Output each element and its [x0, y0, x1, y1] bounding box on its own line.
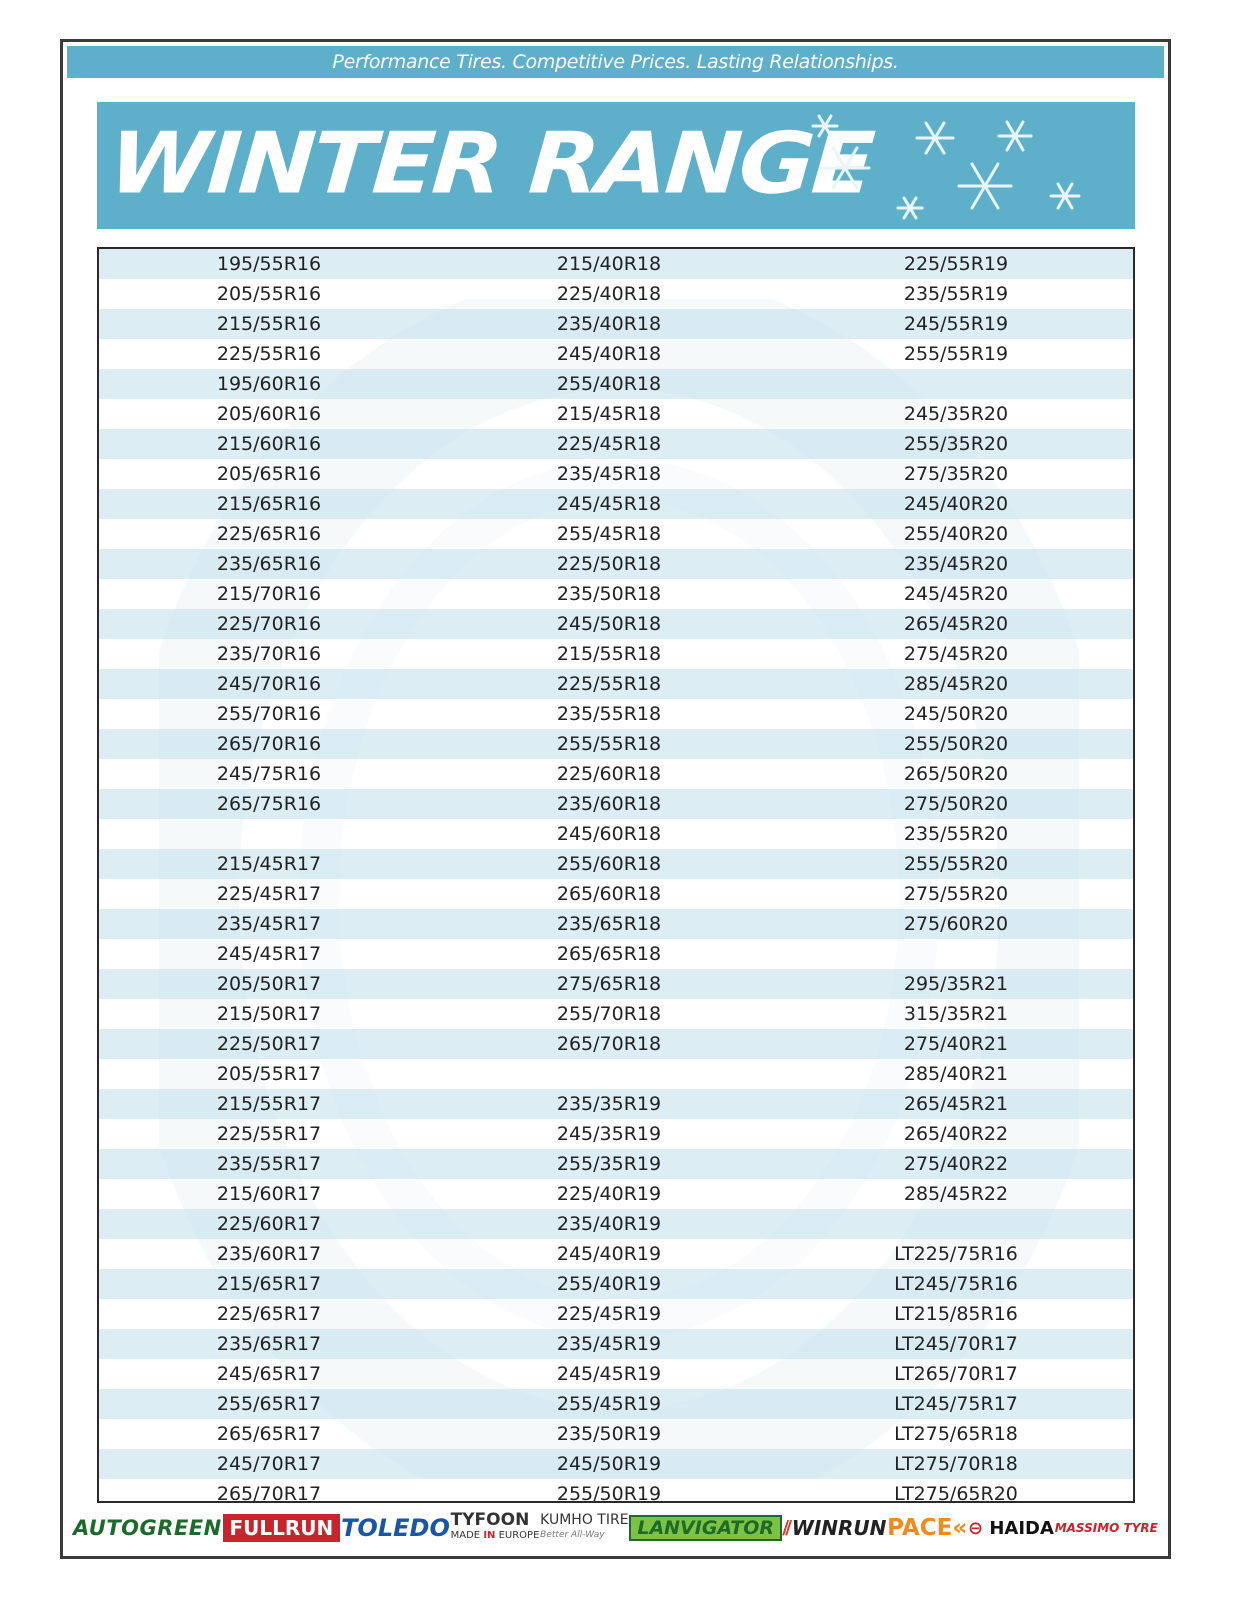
tire-size-cell: 245/35R20 [903, 403, 1009, 425]
tire-size-cell: 235/65R17 [216, 1333, 322, 1355]
tire-size-cell: 235/65R18 [556, 913, 662, 935]
tire-size-cell: 205/55R17 [216, 1063, 322, 1085]
table-row [99, 699, 1133, 729]
tire-size-cell: 315/35R21 [903, 1003, 1009, 1025]
tire-size-cell: 245/45R19 [556, 1363, 662, 1385]
tire-size-cell: 205/55R16 [216, 283, 322, 305]
table-row [99, 369, 1133, 399]
tire-size-cell: 205/60R16 [216, 403, 322, 425]
tire-size-cell: LT275/70R18 [894, 1453, 1018, 1475]
tire-size-cell: 255/50R19 [556, 1483, 662, 1503]
table-row [99, 279, 1133, 309]
tire-size-cell: 225/55R19 [903, 253, 1009, 275]
haida-mark-icon: ⊖ [967, 1517, 984, 1539]
tire-size-cell: 255/70R18 [556, 1003, 662, 1025]
table-row [99, 1389, 1133, 1419]
tire-size-cell: LT275/65R18 [894, 1423, 1018, 1445]
tire-size-cell: 225/70R16 [216, 613, 322, 635]
autogreen-logo: AUTOGREEN [73, 1516, 222, 1540]
table-row [99, 1359, 1133, 1389]
brand-logos [67, 1508, 1164, 1548]
tire-size-cell: 225/45R18 [556, 433, 662, 455]
tire-size-cell: 285/45R20 [903, 673, 1009, 695]
tire-size-cell: 255/45R19 [556, 1393, 662, 1415]
tire-size-cell: 275/45R20 [903, 643, 1009, 665]
tire-size-cell: 235/50R19 [556, 1423, 662, 1445]
tire-size-cell: 265/70R16 [216, 733, 322, 755]
tire-size-cell: 225/60R18 [556, 763, 662, 785]
tire-size-cell: 255/55R19 [903, 343, 1009, 365]
tire-size-cell: 215/45R18 [556, 403, 662, 425]
tire-size-cell: 225/40R18 [556, 283, 662, 305]
tagline: Performance Tires. Competitive Prices. Lasting Relationships. [67, 46, 1164, 78]
tire-size-cell: 225/60R17 [216, 1213, 322, 1235]
massimo-logo: MASSIMO TYRE [1054, 1521, 1158, 1535]
tire-size-cell [779, 939, 1133, 969]
tire-size-cell: 235/55R20 [903, 823, 1009, 845]
haida-logo: ⊖ HAIDA [967, 1517, 1054, 1539]
tire-size-cell: LT225/75R16 [894, 1243, 1018, 1265]
tire-size-cell: 255/40R19 [556, 1273, 662, 1295]
tire-size-cell: 225/65R16 [216, 523, 322, 545]
table-row [99, 1059, 1133, 1089]
tire-size-cell: 245/40R19 [556, 1243, 662, 1265]
tire-size-cell: 245/75R16 [216, 763, 322, 785]
table-row [99, 609, 1133, 639]
table-row [99, 459, 1133, 489]
tire-size-cell: 245/50R20 [903, 703, 1009, 725]
tire-size-cell: 215/60R17 [216, 1183, 322, 1205]
tire-size-cell: 255/50R20 [903, 733, 1009, 755]
table-row [99, 1329, 1133, 1359]
tire-size-cell [99, 819, 439, 849]
tire-size-cell: 225/45R19 [556, 1303, 662, 1325]
tire-size-cell: 215/40R18 [556, 253, 662, 275]
tire-size-cell: 235/50R18 [556, 583, 662, 605]
tire-size-cell: 255/65R17 [216, 1393, 322, 1415]
table-row [99, 249, 1133, 279]
tire-size-cell: 215/65R17 [216, 1273, 322, 1295]
tire-size-cell [439, 1059, 779, 1089]
tire-size-cell: 215/55R17 [216, 1093, 322, 1115]
tire-size-cell: 225/50R17 [216, 1033, 322, 1055]
tire-size-cell: 245/45R18 [556, 493, 662, 515]
tire-size-cell: 215/60R16 [216, 433, 322, 455]
tire-size-cell: 225/55R18 [556, 673, 662, 695]
table-row [99, 1479, 1133, 1503]
tire-size-cell: 245/70R16 [216, 673, 322, 695]
tire-size-cell: 265/65R18 [556, 943, 662, 965]
table-row [99, 1089, 1133, 1119]
tire-size-cell [779, 1209, 1133, 1239]
kumho-logo [540, 1513, 628, 1543]
tire-size-cell: 235/45R17 [216, 913, 322, 935]
tire-size-cell: 255/70R16 [216, 703, 322, 725]
tire-size-cell: 255/55R18 [556, 733, 662, 755]
table-row [99, 729, 1133, 759]
tire-size-cell: 255/60R18 [556, 853, 662, 875]
tire-size-cell: 235/45R18 [556, 463, 662, 485]
tire-size-cell: 205/50R17 [216, 973, 322, 995]
tire-size-cell: 235/35R19 [556, 1093, 662, 1115]
tire-size-cell: 225/55R17 [216, 1123, 322, 1145]
tire-size-cell: LT245/75R17 [894, 1393, 1018, 1415]
tire-size-cell: 245/50R19 [556, 1453, 662, 1475]
tire-size-cell: 275/40R21 [903, 1033, 1009, 1055]
tire-size-cell: 235/40R19 [556, 1213, 662, 1235]
lanvigator-logo: LANVIGATOR [629, 1515, 782, 1541]
tire-size-rows [99, 249, 1133, 1503]
tire-size-cell: 215/70R16 [216, 583, 322, 605]
table-row [99, 819, 1133, 849]
tire-size-cell: 235/60R17 [216, 1243, 322, 1265]
table-row [99, 909, 1133, 939]
tyfoon-tagline: MADE IN EUROPE [450, 1530, 540, 1541]
tire-size-cell: 255/40R18 [556, 373, 662, 395]
tire-size-cell: LT275/65R20 [894, 1483, 1018, 1503]
table-row [99, 939, 1133, 969]
tire-size-table [97, 247, 1135, 1503]
tire-size-cell: 245/50R18 [556, 613, 662, 635]
tire-size-cell: 255/55R20 [903, 853, 1009, 875]
table-row [99, 1449, 1133, 1479]
snowflake-decoration [785, 108, 1105, 223]
table-row [99, 519, 1133, 549]
tire-size-cell: 255/45R18 [556, 523, 662, 545]
tire-size-cell: 265/70R17 [216, 1483, 322, 1503]
page-frame [60, 39, 1171, 1559]
tire-size-cell: LT265/70R17 [894, 1363, 1018, 1385]
tire-size-cell: 295/35R21 [903, 973, 1009, 995]
tire-size-cell: 265/75R16 [216, 793, 322, 815]
tire-size-cell: 285/40R21 [903, 1063, 1009, 1085]
table-row [99, 309, 1133, 339]
tire-size-cell: 235/70R16 [216, 643, 322, 665]
table-row [99, 789, 1133, 819]
tire-size-cell: 245/40R20 [903, 493, 1009, 515]
kumho-name: KUMHO TIRE [540, 1512, 629, 1528]
tire-size-cell: 225/50R18 [556, 553, 662, 575]
table-row [99, 639, 1133, 669]
table-row [99, 1209, 1133, 1239]
tire-size-cell: 215/55R18 [556, 643, 662, 665]
tire-size-cell: 245/70R17 [216, 1453, 322, 1475]
tire-size-cell: 275/35R20 [903, 463, 1009, 485]
tire-size-cell: 275/65R18 [556, 973, 662, 995]
table-row [99, 399, 1133, 429]
tire-size-cell: 275/55R20 [903, 883, 1009, 905]
tire-size-cell: 235/55R17 [216, 1153, 322, 1175]
tire-size-cell: 255/35R20 [903, 433, 1009, 455]
tire-size-cell: 235/45R20 [903, 553, 1009, 575]
tire-size-cell: 245/45R17 [216, 943, 322, 965]
tire-size-cell: 225/45R17 [216, 883, 322, 905]
table-row [99, 1179, 1133, 1209]
tire-size-cell [779, 369, 1133, 399]
table-row [99, 339, 1133, 369]
tire-size-cell: 265/65R17 [216, 1423, 322, 1445]
tire-size-cell: 215/65R16 [216, 493, 322, 515]
table-row [99, 759, 1133, 789]
tire-size-cell: 285/45R22 [903, 1183, 1009, 1205]
tire-size-cell: 265/50R20 [903, 763, 1009, 785]
tire-size-cell: 245/60R18 [556, 823, 662, 845]
winrun-mark-icon: ⫽ [782, 1516, 792, 1540]
fullrun-logo: FULLRUN [223, 1514, 341, 1542]
toledo-logo: TOLEDO [341, 1514, 450, 1542]
tire-size-cell: 275/50R20 [903, 793, 1009, 815]
table-row [99, 1239, 1133, 1269]
tyfoon-name: TYFOON [450, 1510, 530, 1530]
tire-size-cell: 215/55R16 [216, 313, 322, 335]
kumho-tagline: Better All-Way [540, 1530, 605, 1540]
table-row [99, 879, 1133, 909]
page-title: WINTER RANGE [105, 114, 876, 213]
tire-size-cell: 255/35R19 [556, 1153, 662, 1175]
tyfoon-logo [450, 1510, 540, 1543]
tire-size-cell: LT215/85R16 [894, 1303, 1018, 1325]
table-row [99, 489, 1133, 519]
tire-size-cell: 205/65R16 [216, 463, 322, 485]
tire-size-cell: LT245/75R16 [894, 1273, 1018, 1295]
table-row [99, 1299, 1133, 1329]
tire-size-cell: 255/40R20 [903, 523, 1009, 545]
table-row [99, 999, 1133, 1029]
pace-logo: PACE« [887, 1515, 968, 1541]
tire-size-cell: 195/55R16 [216, 253, 322, 275]
tire-size-cell: 195/60R16 [216, 373, 322, 395]
tire-size-cell: 235/65R16 [216, 553, 322, 575]
tire-size-cell: 275/60R20 [903, 913, 1009, 935]
tire-size-cell: 245/55R19 [903, 313, 1009, 335]
tire-size-cell: 235/40R18 [556, 313, 662, 335]
tire-size-cell: 215/50R17 [216, 1003, 322, 1025]
winrun-logo: ⫽WINRUN [782, 1516, 887, 1540]
tire-size-cell: 245/45R20 [903, 583, 1009, 605]
tire-size-cell: 265/45R21 [903, 1093, 1009, 1115]
tire-size-cell: 235/60R18 [556, 793, 662, 815]
tire-size-cell: LT245/70R17 [894, 1333, 1018, 1355]
tire-size-cell: 215/45R17 [216, 853, 322, 875]
table-row [99, 579, 1133, 609]
tire-size-cell: 265/70R18 [556, 1033, 662, 1055]
table-row [99, 1269, 1133, 1299]
tire-size-cell: 265/60R18 [556, 883, 662, 905]
table-row [99, 1419, 1133, 1449]
table-row [99, 1149, 1133, 1179]
table-row [99, 1119, 1133, 1149]
tire-size-cell: 275/40R22 [903, 1153, 1009, 1175]
tire-size-cell: 225/65R17 [216, 1303, 322, 1325]
title-banner [97, 102, 1135, 229]
tire-size-cell: 245/35R19 [556, 1123, 662, 1145]
table-row [99, 549, 1133, 579]
table-row [99, 669, 1133, 699]
tire-size-cell: 225/55R16 [216, 343, 322, 365]
tire-size-cell: 235/55R19 [903, 283, 1009, 305]
tire-size-cell: 225/40R19 [556, 1183, 662, 1205]
table-row [99, 429, 1133, 459]
tire-size-cell: 235/55R18 [556, 703, 662, 725]
table-row [99, 969, 1133, 999]
tire-size-cell: 265/45R20 [903, 613, 1009, 635]
tire-size-cell: 245/40R18 [556, 343, 662, 365]
table-row [99, 849, 1133, 879]
tire-size-cell: 235/45R19 [556, 1333, 662, 1355]
tire-size-cell: 265/40R22 [903, 1123, 1009, 1145]
tire-size-cell: 245/65R17 [216, 1363, 322, 1385]
table-row [99, 1029, 1133, 1059]
